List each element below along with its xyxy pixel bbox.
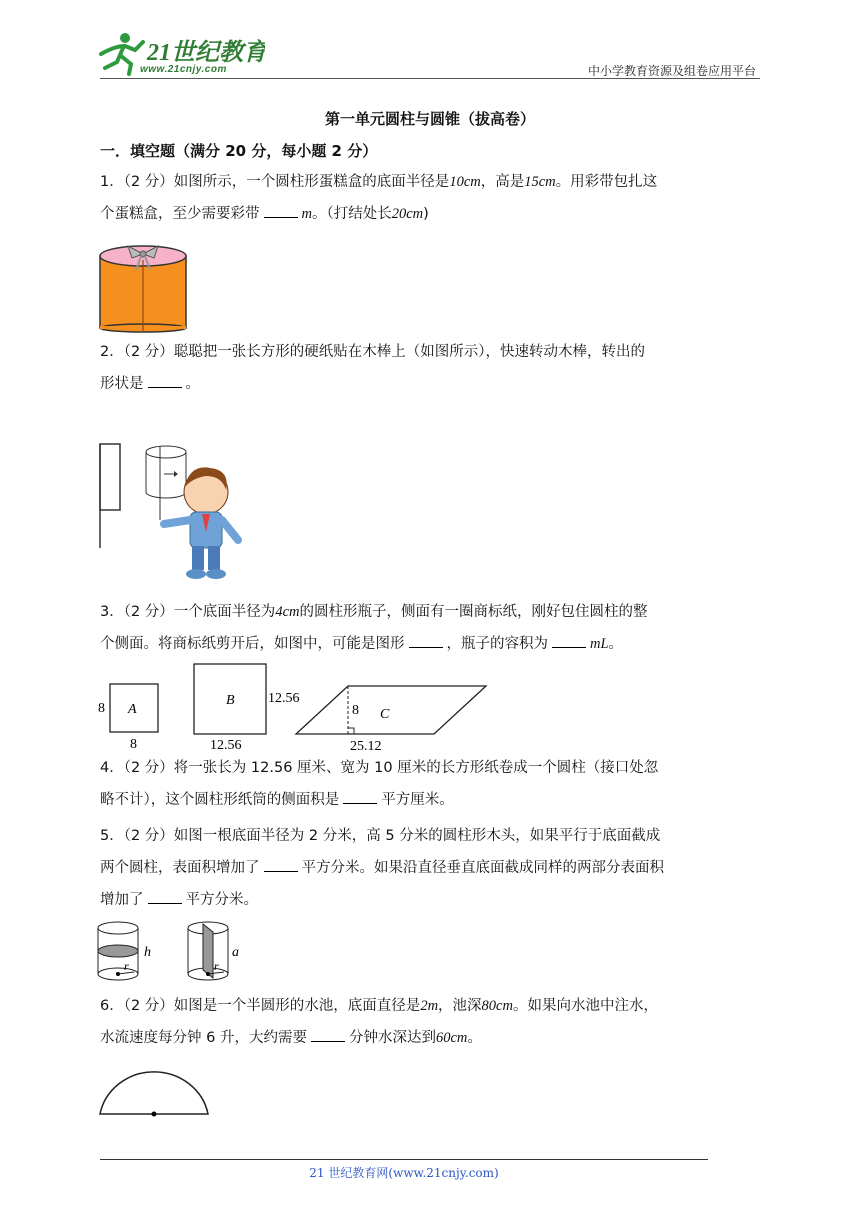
answer-blank[interactable]: [264, 857, 298, 872]
answer-blank[interactable]: [148, 889, 182, 904]
shape-a-bottom: 8: [130, 737, 137, 752]
shape-c-height: 8: [352, 703, 359, 718]
answer-blank[interactable]: [343, 789, 377, 804]
answer-blank[interactable]: [264, 203, 298, 218]
header-divider: [100, 78, 760, 79]
radius-label-2: r: [214, 959, 219, 973]
shape-c-label: C: [380, 707, 390, 722]
label-shapes-figure: [96, 660, 496, 760]
height-label-a: a: [232, 945, 239, 960]
question-3: 3．（2 分）一个底面半径为4cm的圆柱形瓶子，侧面有一圈商标纸，刚好包住圆柱的整 个侧面。将商标纸剪开后，如图中，可能是图形 ，瓶子的容积为 mL。: [100, 604, 648, 652]
cake-box-figure: [98, 242, 190, 338]
logo-text: 21世纪教育: [147, 40, 265, 66]
shape-a-side: 8: [98, 701, 105, 716]
header-platform-text: 中小学教育资源及组卷应用平台: [587, 64, 756, 78]
section-heading: 一．填空题（满分 20 分，每小题 2 分）: [100, 142, 378, 160]
question-1: 1．（2 分）如图所示，一个圆柱形蛋糕盒的底面半径是10cm，高是15cm。用彩带包扎这 个蛋糕盒，至少需要彩带 m。（打结处长20cm): [100, 174, 658, 222]
footer-text[interactable]: 21 世纪教育网(www.21cnjy.com): [309, 1166, 499, 1180]
logo-url: www.21cnjy.com: [140, 64, 227, 75]
height-label: h: [144, 945, 151, 960]
footer-divider: [100, 1159, 708, 1160]
answer-blank[interactable]: [148, 373, 182, 388]
shape-b-bottom: 12.56: [210, 738, 242, 753]
shape-b-right: 12.56: [268, 691, 300, 706]
page-title: 第一单元圆柱与圆锥（拔高卷）: [324, 110, 535, 128]
semicircle-pool-figure: [98, 1060, 212, 1124]
question-4: 4．（2 分）将一张长为 12.56 厘米、宽为 10 厘米的长方形纸卷成一个圆柱（接口处忽 略不计），这个圆柱形纸筒的侧面积是 平方厘米。: [100, 760, 659, 808]
question-2: 2．（2 分）聪聪把一张长方形的硬纸贴在木棒上（如图所示），快速转动木棒，转出的 形状是 。: [100, 344, 646, 392]
question-5: 5．（2 分）如图一根底面半径为 2 分米，高 5 分米的圆柱形木头，如果平行于底面截成 两个圆柱，表面积增加了 平方分米。如果沿直径垂直底面截成同样的两部分表面积 增加了 平方分米。: [100, 828, 664, 908]
answer-blank[interactable]: [409, 633, 443, 648]
answer-blank[interactable]: [552, 633, 586, 648]
question-6: 6．（2 分）如图是一个半圆形的水池，底面直径是2m，池深80cm。如果向水池中注水， 水流速度每分钟 6 升，大约需要 分钟水深达到60cm。: [100, 998, 658, 1046]
rotating-card-figure: [98, 440, 248, 589]
shape-c-bottom: 25.12: [350, 739, 382, 754]
answer-blank[interactable]: [311, 1027, 345, 1042]
shape-b-label: B: [226, 693, 235, 708]
wood-cylinders-figure: [96, 918, 256, 990]
radius-label-1: r: [124, 959, 129, 973]
shape-a-label: A: [128, 702, 137, 717]
